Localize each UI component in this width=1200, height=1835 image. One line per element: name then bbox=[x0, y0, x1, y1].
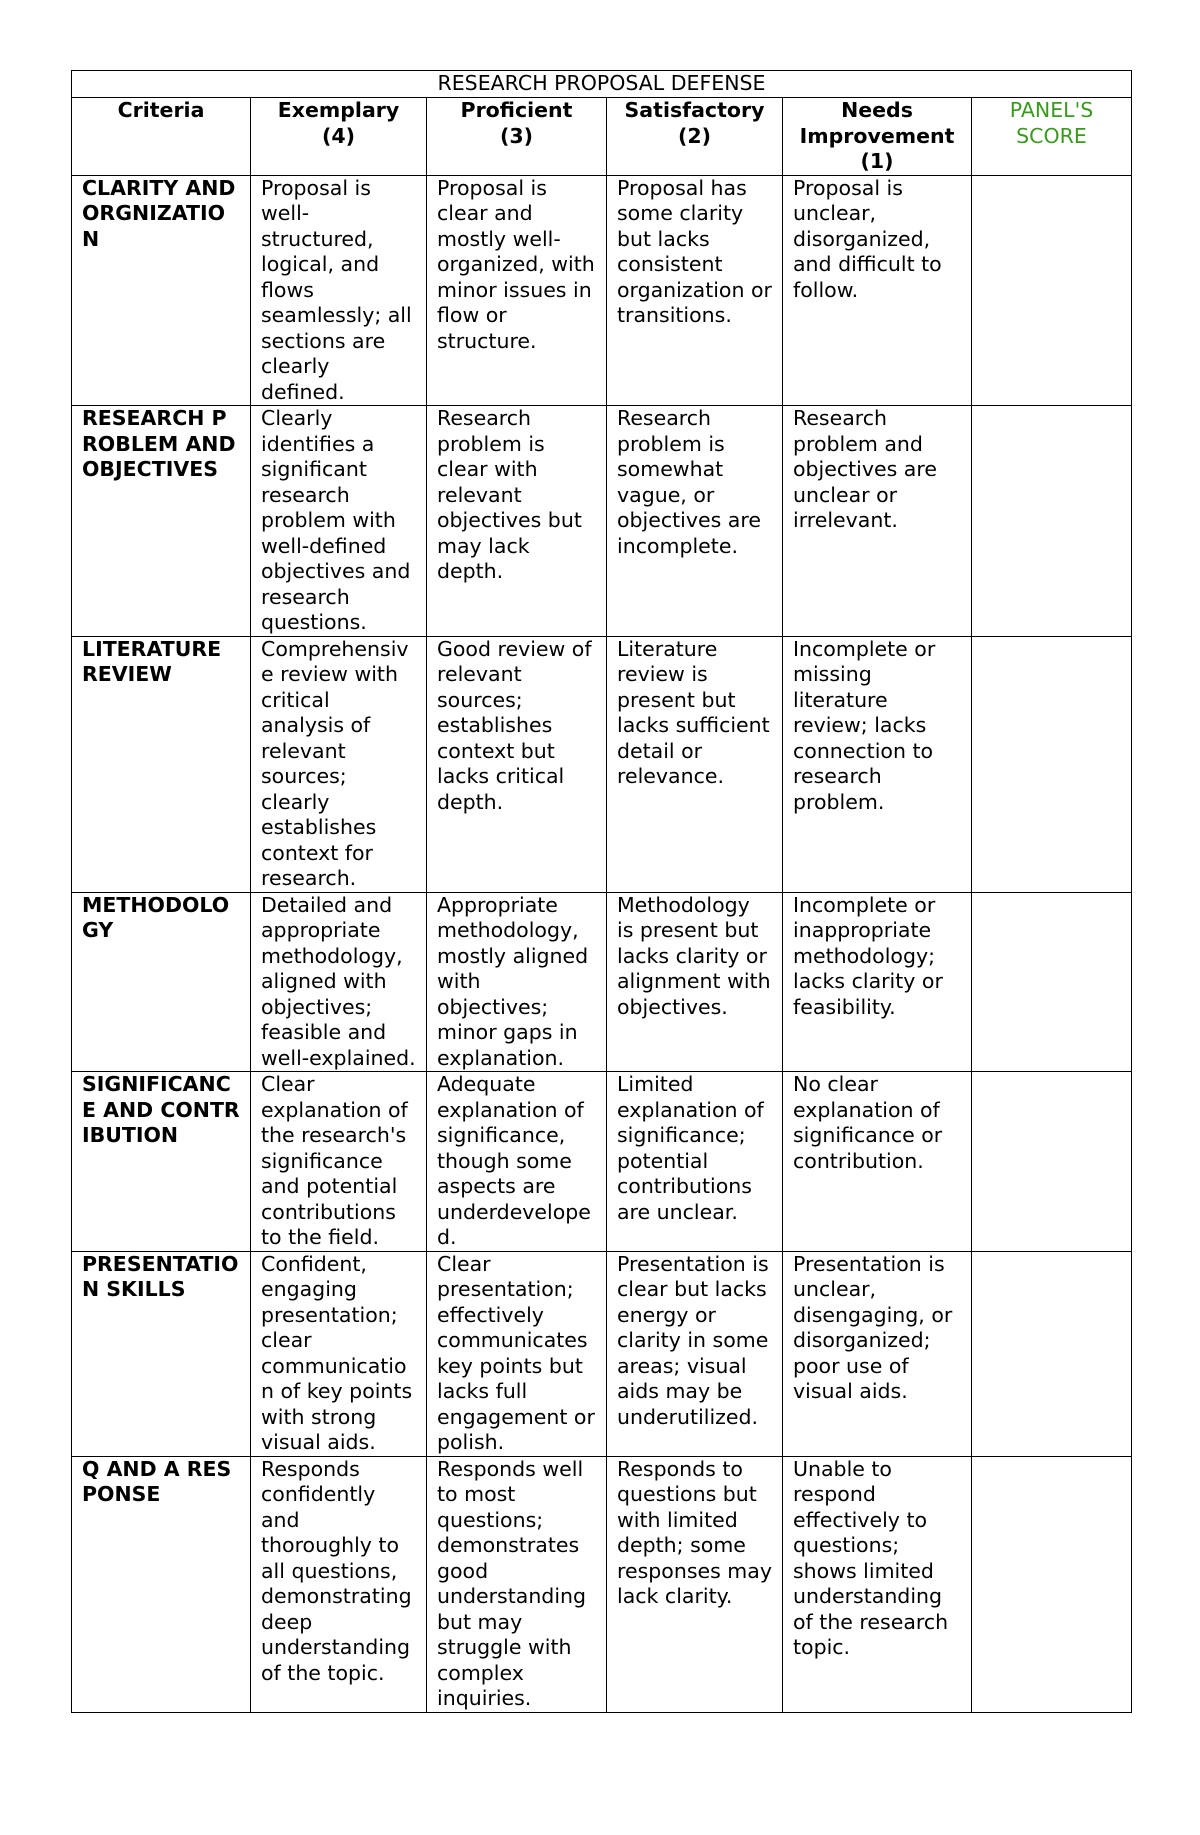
table-row bbox=[72, 892, 1132, 1072]
table-title: RESEARCH PROPOSAL DEFENSE bbox=[72, 71, 1132, 98]
criteria-header: Criteria bbox=[72, 98, 251, 176]
table-row bbox=[72, 1251, 1132, 1456]
exemplary-points: (4) bbox=[321, 123, 355, 148]
exemplary-cell: Confident, engaging presentation; clear communication of key points with strong visual aids. bbox=[251, 1251, 427, 1456]
proficient-cell: Responds well to most questions; demonstrates good understanding but may struggle with complex inquiries. bbox=[427, 1456, 607, 1712]
panel-score-header bbox=[972, 98, 1132, 176]
proficient-cell: Clear presentation; effectively communicates key points but lacks full engagement or polish. bbox=[427, 1251, 607, 1456]
satisfactory-cell: Limited explanation of significance; potential contributions are unclear. bbox=[607, 1072, 783, 1252]
needs-improvement-cell: Presentation is unclear, disengaging, or disorganized; poor use of visual aids. bbox=[783, 1251, 972, 1456]
criterion-cell: CLARITY AND ORGNIZATION bbox=[72, 175, 251, 406]
exemplary-label: Exemplary bbox=[277, 98, 400, 122]
needs-improvement-label: Needs Improvement bbox=[799, 98, 955, 148]
proficient-cell: Proposal is clear and mostly well-organized, with minor issues in flow or structure. bbox=[427, 175, 607, 406]
needs-improvement-cell: Incomplete or missing literature review; lacks connection to research problem. bbox=[783, 636, 972, 892]
satisfactory-cell: Research problem is somewhat vague, or objectives are incomplete. bbox=[607, 406, 783, 637]
panel-score-cell[interactable] bbox=[972, 175, 1132, 406]
satisfactory-cell: Proposal has some clarity but lacks consistent organization or transitions. bbox=[607, 175, 783, 406]
satisfactory-cell: Literature review is present but lacks sufficient detail or relevance. bbox=[607, 636, 783, 892]
criterion-cell: PRESENTATION SKILLS bbox=[72, 1251, 251, 1456]
exemplary-cell: Comprehensive review with critical analysis of relevant sources; clearly establishes context for research. bbox=[251, 636, 427, 892]
panel-score-cell[interactable] bbox=[972, 636, 1132, 892]
criterion-cell: RESEARCH PROBLEM AND OBJECTIVES bbox=[72, 406, 251, 637]
table-row bbox=[72, 636, 1132, 892]
panel-score-cell[interactable] bbox=[972, 1072, 1132, 1252]
panel-score-cell[interactable] bbox=[972, 1251, 1132, 1456]
proficient-cell: Good review of relevant sources; establishes context but lacks critical depth. bbox=[427, 636, 607, 892]
proficient-label: Proficient bbox=[460, 98, 573, 122]
needs-improvement-cell: Incomplete or inappropriate methodology; lacks clarity or feasibility. bbox=[783, 892, 972, 1072]
needs-improvement-cell: No clear explanation of significance or contribution. bbox=[783, 1072, 972, 1252]
panel-score-cell[interactable] bbox=[972, 406, 1132, 637]
satisfactory-header bbox=[607, 98, 783, 176]
needs-improvement-points: (1) bbox=[860, 149, 894, 173]
rubric-body bbox=[72, 175, 1132, 1712]
needs-improvement-cell: Proposal is unclear, disorganized, and difficult to follow. bbox=[783, 175, 972, 406]
criterion-cell: SIGNIFICANCE AND CONTRIBUTION bbox=[72, 1072, 251, 1252]
satisfactory-cell: Presentation is clear but lacks energy or clarity in some areas; visual aids may be underutilized. bbox=[607, 1251, 783, 1456]
satisfactory-label: Satisfactory bbox=[624, 98, 765, 122]
satisfactory-cell: Responds to questions but with limited depth; some responses may lack clarity. bbox=[607, 1456, 783, 1712]
exemplary-cell: Clear explanation of the research's significance and potential contributions to the field. bbox=[251, 1072, 427, 1252]
header-row bbox=[72, 98, 1132, 176]
table-row bbox=[72, 1072, 1132, 1252]
criterion-cell: METHODOLOGY bbox=[72, 892, 251, 1072]
proficient-header bbox=[427, 98, 607, 176]
exemplary-cell: Detailed and appropriate methodology, aligned with objectives; feasible and well-explained. bbox=[251, 892, 427, 1072]
exemplary-header bbox=[251, 98, 427, 176]
panel-score-cell[interactable] bbox=[972, 1456, 1132, 1712]
criterion-cell: LITERATURE REVIEW bbox=[72, 636, 251, 892]
proficient-cell: Appropriate methodology, mostly aligned with objectives; minor gaps in explanation. bbox=[427, 892, 607, 1072]
table-row bbox=[72, 406, 1132, 637]
table-row bbox=[72, 1456, 1132, 1712]
criterion-cell: Q AND A RESPONSE bbox=[72, 1456, 251, 1712]
exemplary-cell: Clearly identifies a significant research problem with well-defined objectives and research questions. bbox=[251, 406, 427, 637]
title-row bbox=[72, 71, 1132, 98]
needs-improvement-header bbox=[783, 98, 972, 176]
proficient-points: (3) bbox=[499, 123, 533, 148]
table-row bbox=[72, 175, 1132, 406]
panel-score-label: PANEL'S SCORE bbox=[1009, 98, 1094, 148]
proficient-cell: Research problem is clear with relevant objectives but may lack depth. bbox=[427, 406, 607, 637]
needs-improvement-cell: Unable to respond effectively to questions; shows limited understanding of the research topic. bbox=[783, 1456, 972, 1712]
satisfactory-points: (2) bbox=[677, 123, 711, 148]
panel-score-cell[interactable] bbox=[972, 892, 1132, 1072]
exemplary-cell: Proposal is well-structured, logical, and flows seamlessly; all sections are clearly defined. bbox=[251, 175, 427, 406]
rubric-table bbox=[71, 70, 1132, 1713]
exemplary-cell: Responds confidently and thoroughly to all questions, demonstrating deep understanding of the topic. bbox=[251, 1456, 427, 1712]
needs-improvement-cell: Research problem and objectives are unclear or irrelevant. bbox=[783, 406, 972, 637]
satisfactory-cell: Methodology is present but lacks clarity or alignment with objectives. bbox=[607, 892, 783, 1072]
proficient-cell: Adequate explanation of significance, though some aspects are underdeveloped. bbox=[427, 1072, 607, 1252]
